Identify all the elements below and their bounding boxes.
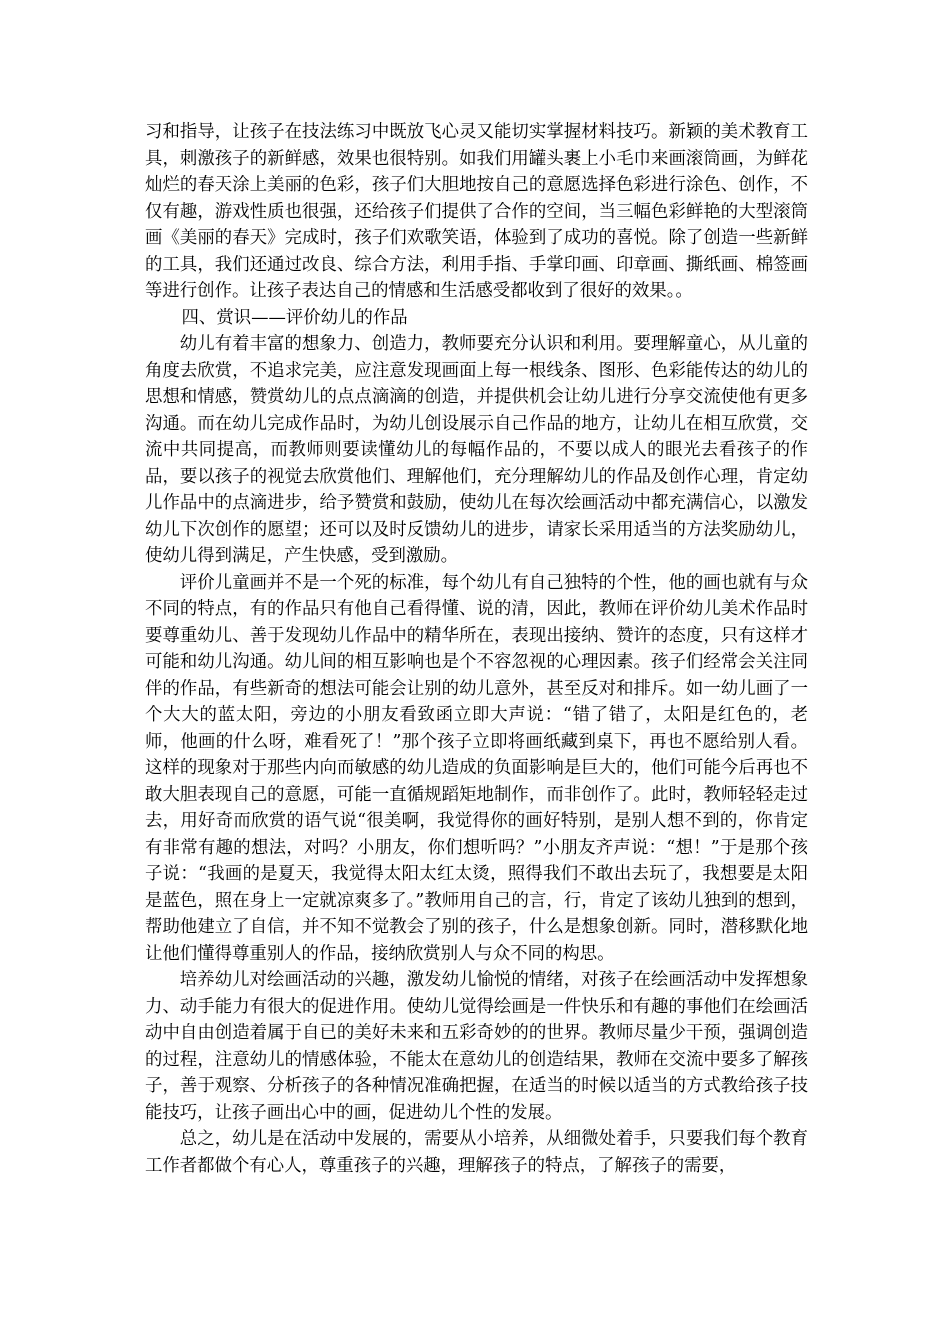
paragraph-continues: 总之，幼儿是在活动中发展的，需要从小培养，从细微处着手，只要我们每个教育工作者都做个有心人，尊重孩子的兴趣，理解孩子的特点，了解孩子的需要， [145,1129,808,1176]
document-page [145,119,808,1179]
paragraph: 幼儿有着丰富的想象力、创造力，教师要充分认识和利用。要理解童心，从儿童的角度去欣赏，不追求完美，应注意发现画面上每一根线条、图形、色彩能传达的幼儿的思想和情感，赞赏幼儿的点点滴滴的创造，并提供机会让幼儿进行分享交流使他有更多沟通。而在幼儿完成作品时，为幼儿创设展示自己作品的地方，让幼儿在相互欣赏，交流中共同提高，而教师则要读懂幼儿的每幅作品的，不要以成人的眼光去看孩子的作品，要以孩子的视觉去欣赏他们、理解他们，充分理解幼儿的作品及创作心理，肯定幼儿作品中的点滴进步，给予赞赏和鼓励，使幼儿在每次绘画活动中都充满信心，以激发幼儿下次创作的愿望；还可以及时反馈幼儿的进步，请家长采用适当的方法奖励幼儿，使幼儿得到满足，产生快感，受到激励。 [145,334,808,566]
paragraph: 培养幼儿对绘画活动的兴趣，激发幼儿愉悦的情绪，对孩子在绘画活动中发挥想象力、动手能力有很大的促进作用。使幼儿觉得绘画是一件快乐和有趣的事他们在绘画活动中自由创造着属于自已的美好未来和五彩奇妙的的世界。教师尽量少干预，强调创造的过程，注意幼儿的情感体验，不能太在意幼儿的创造结果，教师在交流中要多了解孩子，善于观察、分析孩子的各种情况准确把握，在适当的时候以适当的方式教给孩子技能技巧，让孩子画出心中的画，促进幼儿个性的发展。 [145,970,808,1123]
paragraph-continued: 习和指导，让孩子在技法练习中既放飞心灵又能切实掌握材料技巧。新颖的美术教育工具，刺激孩子的新鲜感，效果也很特别。如我们用罐头裹上小毛巾来画滚筒画，为鲜花灿烂的春天涂上美丽的色彩，孩子们大胆地按自己的意愿选择色彩进行涂色、创作，不仅有趣，游戏性质也很强，还给孩子们提供了合作的空间，当三幅色彩鲜艳的大型滚筒画《美丽的春天》完成时，孩子们欢歌笑语，体验到了成功的喜悦。除了创造一些新鲜的工具，我们还通过改良、综合方法，利用手指、手掌印画、印章画、撕纸画、棉签画等进行创作。让孩子表达自己的情感和生活感受都收到了很好的效果。。 [145,122,808,301]
section-heading-four: 四、赏识——评价幼儿的作品 [181,307,408,328]
paragraph: 评价儿童画并不是一个死的标准，每个幼儿有自己独特的个性，他的画也就有与众不同的特点，有的作品只有他自己看得懂、说的清，因此，教师在评价幼儿美术作品时要尊重幼儿、善于发现幼儿作品中的精华所在，表现出接纳、赞许的态度，只有这样才可能和幼儿沟通。幼儿间的相互影响也是个不容忽视的心理因素。孩子们经常会关注同伴的作品，有些新奇的想法可能会让别的幼儿意外，甚至反对和排斥。如一幼儿画了一个大大的蓝太阳，旁边的小朋友看致函立即大声说：“错了错了，太阳是红色的，老师，他画的什么呀，难看死了！”那个孩子立即将画纸藏到桌下，再也不愿给别人看。这样的现象对于那些内向而敏感的幼儿造成的负面影响是巨大的，他们可能今后再也不敢大胆表现自己的意愿，可能一直循规蹈矩地制作，而非创作了。此时，教师轻轻走过去，用好奇而欣赏的语气说“很美啊，我觉得你的画好特别，是别人想不到的，你肯定有非常有趣的想法，对吗？小朋友，你们想听吗？”小朋友齐声说：“想！”于是那个孩子说：“我画的是夏天，我觉得太阳太红太烫，照得我们不敢出去玩了，我想要是太阳是蓝色，照在身上一定就凉爽多了。”教师用自己的言，行，肯定了该幼儿独到的想到，帮助他建立了自信，并不知不觉教会了别的孩子，什么是想象创新。同时，潜移默化地让他们懂得尊重别人的作品，接纳欣赏别人与众不同的构思。 [145,572,808,964]
